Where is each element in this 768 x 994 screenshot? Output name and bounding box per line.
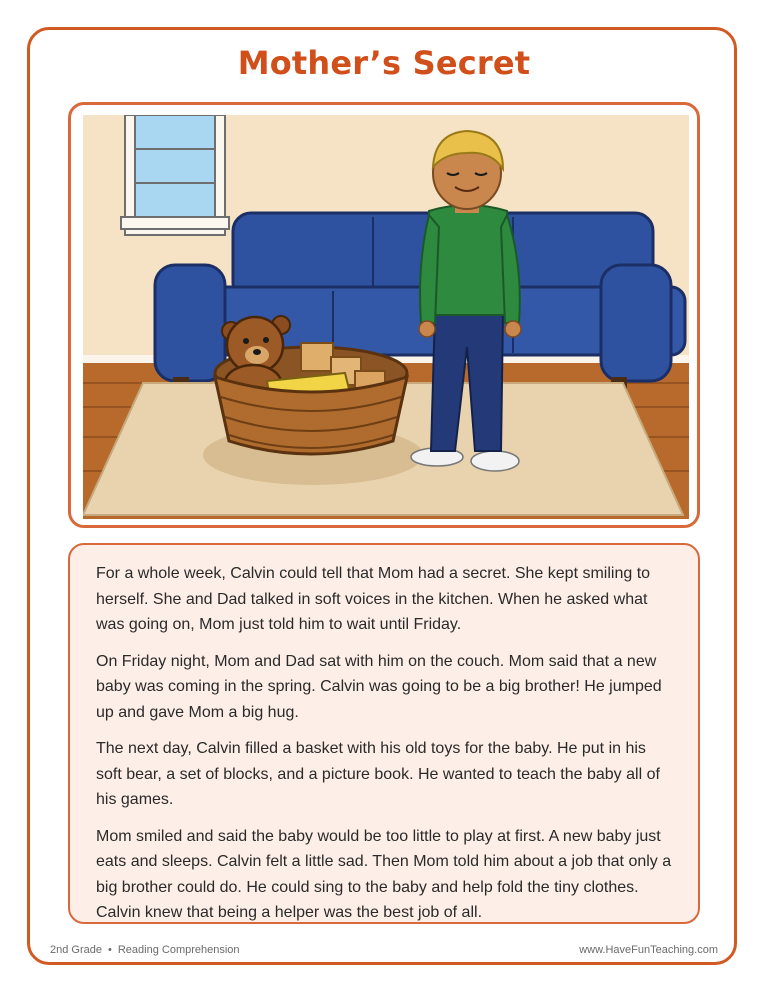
story-paragraph-2: On Friday night, Mom and Dad sat with him on the couch. Mom said that a new baby was coming in the spring. Calvin was going to be a big brother! He jumped up and gave Mom a big hug.: [96, 652, 662, 721]
story-paragraph-3: The next day, Calvin filled a basket with his old toys for the baby. He put in his soft bear, a set of blocks, and a picture book. He wanted to teach the baby all of his games.: [96, 740, 660, 808]
page-title: Mother’s Secret: [237, 44, 531, 82]
illustration-frame: [68, 102, 700, 528]
bullet-icon: •: [107, 944, 112, 956]
story-paragraph-1: For a whole week, Calvin could tell that Mom had a secret. She kept smiling to herself. She and Dad talked in soft voices in the kitchen. When he asked what was going on, Mom just told him to wait until Friday.: [96, 565, 651, 633]
footer-grade: 2nd Grade: [50, 944, 102, 956]
footer-grade-subject: [50, 944, 240, 956]
boy-looking-at-toy-basket-illustration: [83, 115, 689, 519]
story-text-box: [68, 543, 700, 924]
footer-website-link[interactable]: www.HaveFunTeaching.com: [579, 944, 718, 956]
story-paragraph-4: Mom smiled and said the baby would be too little to play at first. A new baby just eats and sleeps. Calvin felt a little sad. Then Mom told him about a job that only a big brother could do. He could sing to the baby and help fold the tiny clothes. Calvin knew that being a helper was the best job of all.: [96, 827, 672, 921]
footer-subject: Reading Comprehension: [117, 944, 240, 956]
